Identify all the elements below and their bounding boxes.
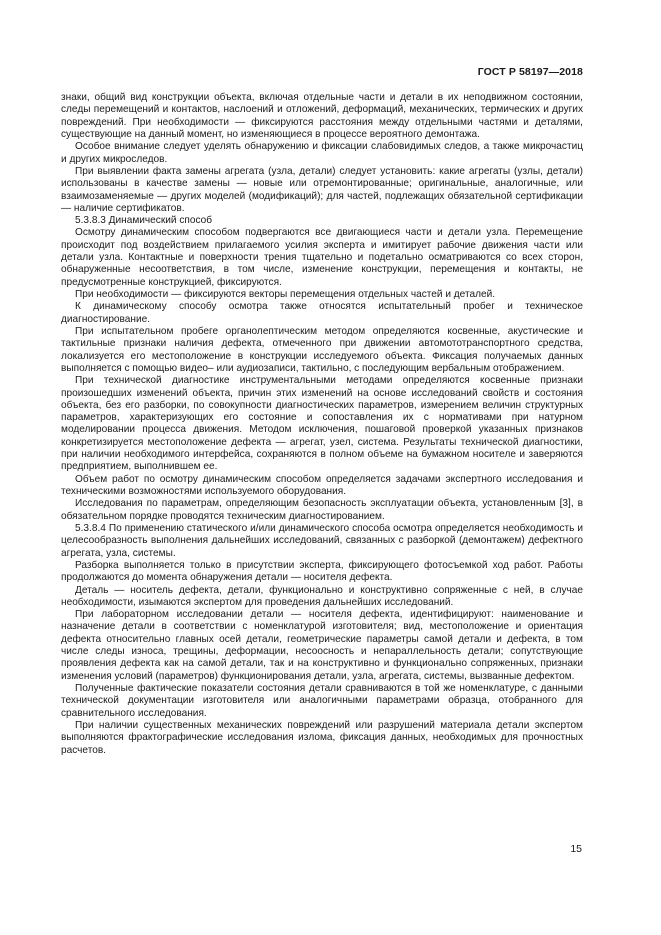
paragraph: Особое внимание следует уделять обнаружению и фиксации слабовидимых следов, а также микрочастиц и других микроследов. [61,141,583,165]
paragraph: Деталь — носитель дефекта, детали, функционально и конструктивно сопряженные с ней, в случае необходимости, изымаются экспертом для проведения дальнейших исследований. [61,584,583,608]
paragraph: Полученные фактические показатели состояния детали сравниваются в той же номенклатуре, с данными технической документации изготовителя или аналогичными параметрами образца, отобранного для сравнительного исследования. [61,683,583,719]
paragraph-continuation: знаки, общий вид конструкции объекта, включая отдельные части и детали в их неподвижном состоянии, следы перемещений и контактов, наслоений и отложений, деформаций, механических, термических и других повреждений. При необходимости — фиксируются расстояния между отдельными частями и деталями, существующие на данный момент, но изменяющиеся в процессе вероятного демонтажа. [61,92,583,140]
paragraph: При лабораторном исследовании детали — носителя дефекта, идентифицируют: наименование и назначение детали в соответствии с номенклатурой изготовителя; вид, местоположение и ориентация дефекта относительно главных осей детали, геометрические параметры самой детали и дефекта, в том числе следы износа, трещины, деформации, несоосность и непараллельность детали; сопутствующие проявления дефекта как на самой детали, так и на конструктивно и функционально сопряженных, признаки изменения условий (параметров) функционирования детали, узла, агрегата, системы, вызванные дефектом. [61,609,583,682]
paragraph: При испытательном пробеге органолептическим методом определяются косвенные, акустические и тактильные признаки наличия дефекта, отмеченного при движении автомототранспортного средства, локализуется его местоположение в конструкции исследуемого объекта. Фиксация получаемых данных выполняется с помощью видео– или аудиозаписи, тактильно, с последующим вербальным отображением. [61,325,583,374]
paragraph: При наличии существенных механических повреждений или разрушений материала детали экспертом выполняются фрактографические исследования излома, фиксация данных, необходимых для прочностных расчетов. [61,719,583,756]
paragraph: Разборка выполняется только в присутствии эксперта, фиксирующего фотосъемкой ход работ. Работы продолжаются до момента обнаружения детали — носителя дефекта. [61,559,583,584]
section-paragraph-5-3-8-4: 5.3.8.4 По применению статического и/или динамического способа осмотра определяется необходимость и целесообразность выполнения дальнейших исследований, связанных с разборкой (демонтажем) дефектного агрегата, узла, системы. [61,522,583,559]
paragraph: Осмотру динамическим способом подвергаются все двигающиеся части и детали узла. Перемещение происходит под воздействием прилагаемого усилия эксперта и имитирует рабочие движения части или детали узла. Контактные и поверхности трения тщательно и подетально осматриваются со всех сторон, обнаруженные несоответствия, в том числе, изменение конструкции, перемещения и контакты, не предусмотренные конструкцией, фиксируются. [61,227,583,288]
page-number: 15 [570,843,582,855]
paragraph: При выявлении факта замены агрегата (узла, детали) следует установить: какие агрегаты (узлы, детали) использованы в качестве замены — новые или отремонтированные; оригинальные, аналогичные, или взаимозаменяемые — других моделей (модификаций); для частей, подлежащих обязательной сертификации — наличие сертификатов. [61,165,583,214]
document-body [61,92,583,757]
document-code-header: ГОСТ Р 58197—2018 [477,66,583,78]
paragraph: К динамическому способу осмотра также относятся испытательный пробег и техническое диагностирование. [61,301,583,325]
paragraph: Исследования по параметрам, определяющим безопасность эксплуатации объекта, установленным [3], в обязательном порядке проводятся техническим диагностированием. [61,498,583,522]
paragraph: При необходимости — фиксируются векторы перемещения отдельных частей и деталей. [75,289,496,300]
section-heading-5-3-8-3: 5.3.8.3 Динамический способ [75,215,213,227]
paragraph: При технической диагностике инструментальными методами определяются косвенные признаки произошедших изменений объекта, причин этих изменений на основе исследований свойств и состояния объекта, без его разборки, по совокупности диагностических параметров, измерением величин структурных параметров, характеризующих его состояние и сопоставления их с нормативами при натурном моделировании процесса движения. Методом исключения, пошаговой проверкой указанных признаков конкретизируется местоположение дефекта — агрегат, узел, система. Результаты технической диагностики, при наличии необходимого интерфейса, сохраняются в полном объеме на бумажном носителе и заверяются предприятием, выполнившем ее. [61,375,583,473]
paragraph: Объем работ по осмотру динамическим способом определяется задачами экспертного исследования и техническими возможностями используемого оборудования. [61,473,583,497]
